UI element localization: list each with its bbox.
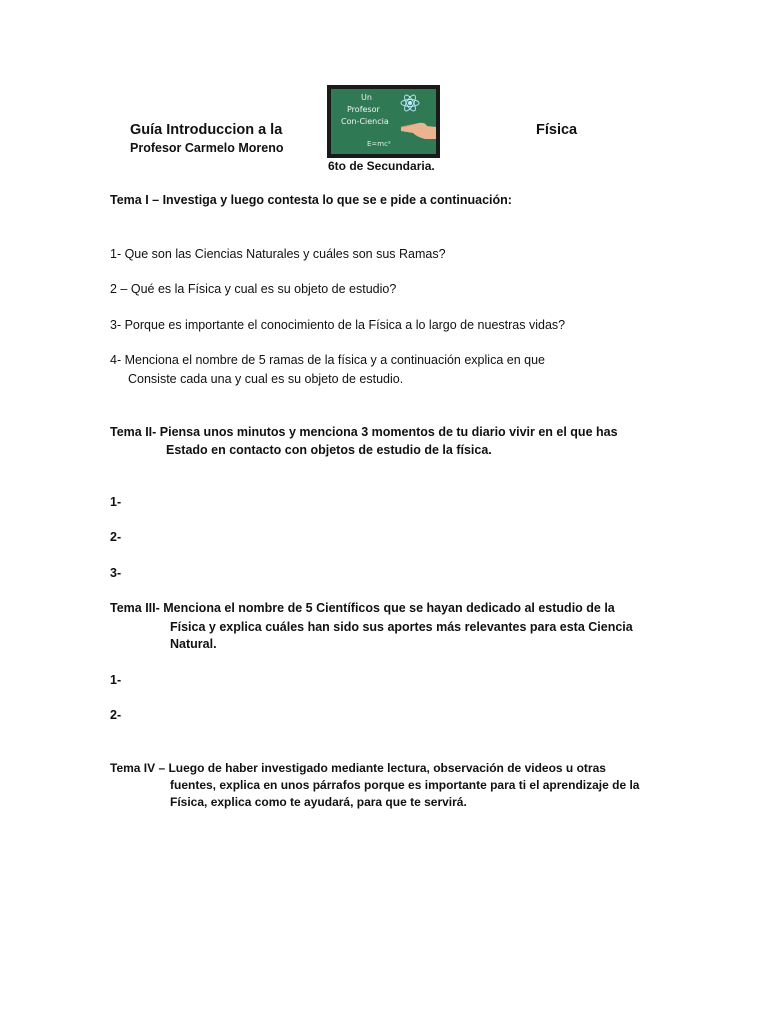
tema-2-answer-1: 1- [110,495,122,509]
tema-4-heading-line-1: Tema IV – Luego de haber investigado mediante lectura, observación de videos u otras [110,761,606,775]
grade-level: 6to de Secundaria. [328,159,435,173]
document-title-right: Física [536,122,578,138]
logo-text-un: Un [361,93,372,102]
logo-text-profesor: Profesor [347,105,380,114]
tema-1-question-2: 2 – Qué es la Física y cual es su objeto de estudio? [110,282,397,296]
logo-text-conciencia: Con-Ciencia [341,117,389,126]
tema-3-heading-line-2: Física y explica cuáles han sido sus aportes más relevantes para esta Ciencia [170,620,633,634]
tema-3-heading-line-3: Natural. [170,637,217,651]
tema-3-heading-line-1: Tema III- Menciona el nombre de 5 Científicos que se hayan dedicado al estudio de la [110,601,615,615]
tema-2-heading-line-2: Estado en contacto con objetos de estudio de la física. [166,443,492,457]
chalkboard-image [331,89,436,154]
tema-1-heading: Tema I – Investiga y luego contesta lo que se e pide a continuación: [110,193,512,207]
document-title-left: Guía Introduccion a la [130,122,283,138]
logo-text-formula: E=mc² [367,140,391,148]
teacher-logo [327,85,440,158]
tema-1-question-4-line-2: Consiste cada una y cual es su objeto de estudio. [128,372,404,386]
tema-3-answer-2: 2- [110,708,122,722]
tema-4-heading-line-3: Física, explica como te ayudará, para que te servirá. [170,795,467,809]
tema-2-answer-3: 3- [110,566,122,580]
tema-1-question-3: 3- Porque es importante el conocimiento de la Física a lo largo de nuestras vidas? [110,318,566,332]
tema-2-answer-2: 2- [110,530,122,544]
tema-4-heading-line-2: fuentes, explica en unos párrafos porque es importante para ti el aprendizaje de la [170,778,640,792]
tema-1-question-1: 1- Que son las Ciencias Naturales y cuáles son sus Ramas? [110,247,446,261]
author-name: Profesor Carmelo Moreno [130,141,284,155]
chalkboard-illustration [331,89,436,154]
tema-2-heading-line-1: Tema II- Piensa unos minutos y menciona 3 momentos de tu diario vivir en el que has [110,425,618,439]
tema-3-answer-1: 1- [110,673,122,687]
tema-1-question-4-line-1: 4- Menciona el nombre de 5 ramas de la física y a continuación explica en que [110,353,545,367]
